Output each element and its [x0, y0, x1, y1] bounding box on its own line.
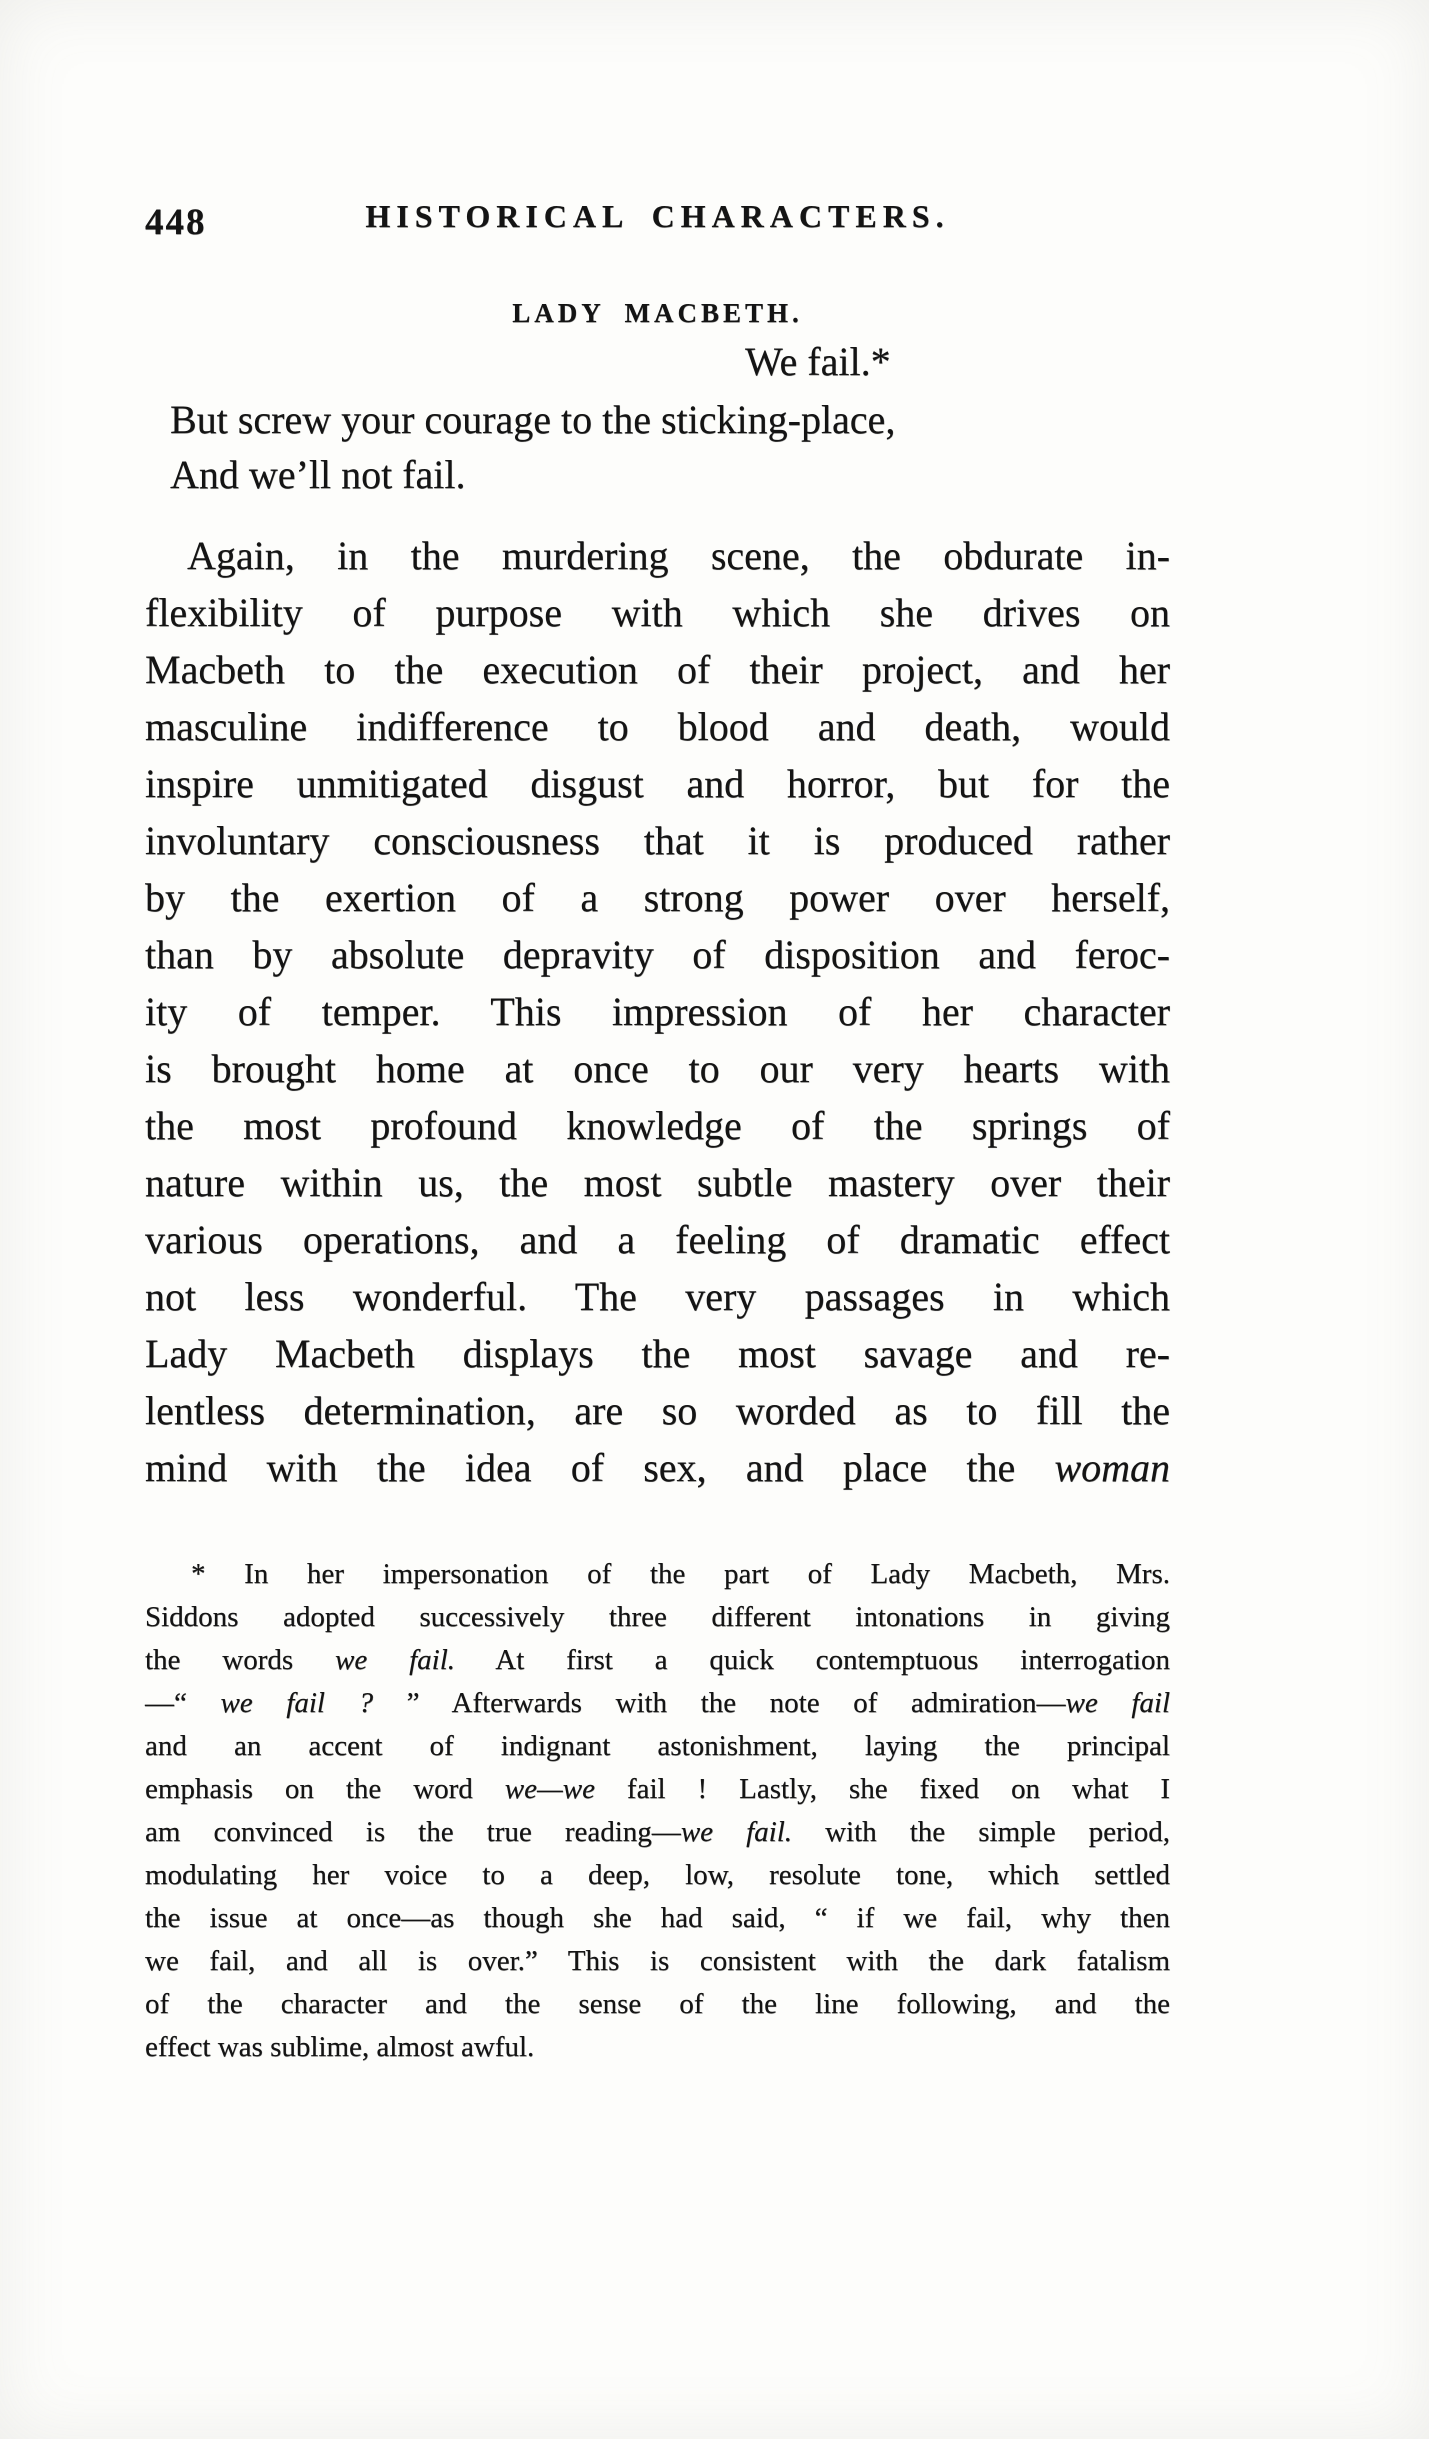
body-text-line: nature within us, the most subtle mastery over their — [145, 1160, 1170, 1205]
footnote-line: the words we fail. At first a quick contemptuous interrogation — [145, 1644, 1170, 1676]
body-text-line: is brought home at once to our very hearts with — [145, 1046, 1170, 1091]
epigraph-reply-line: We fail.* — [745, 339, 891, 384]
body-text-line: not less wonderful. The very passages in which — [145, 1274, 1170, 1319]
body-text-line: Lady Macbeth displays the most savage and re- — [145, 1331, 1170, 1376]
footnote — [145, 1553, 1170, 2069]
body-text-line: inspire unmitigated disgust and horror, but for the — [145, 761, 1170, 806]
footnote-line: emphasis on the word we—we fail ! Lastly, she fixed on what I — [145, 1773, 1170, 1805]
section-heading: LADY MACBETH. — [512, 298, 803, 328]
verse-line: But screw your courage to the sticking-place, — [170, 397, 896, 442]
body-text-line: involuntary consciousness that it is produced rather — [145, 818, 1170, 863]
body-text-line: lentless determination, are so worded as to fill the — [145, 1388, 1170, 1433]
body-text-line: the most profound knowledge of the springs of — [145, 1103, 1170, 1148]
body-text-line: Again, in the murdering scene, the obdurate in- — [187, 533, 1170, 578]
body-text-line: ity of temper. This impression of her character — [145, 989, 1170, 1034]
verse-line: And we’ll not fail. — [170, 452, 466, 497]
footnote-line: —“ we fail ? ” Afterwards with the note of admiration—we fail — [145, 1687, 1171, 1719]
body-text-line: than by absolute depravity of disposition and feroc- — [145, 932, 1170, 977]
body-text-line: mind with the idea of sex, and place the woman — [145, 1445, 1170, 1490]
body-text-line: various operations, and a feeling of dramatic effect — [145, 1217, 1170, 1262]
body-text-line: by the exertion of a strong power over herself, — [145, 875, 1170, 920]
epigraph-verse — [170, 392, 1170, 502]
running-title: HISTORICAL CHARACTERS. — [365, 198, 950, 234]
footnote-line: Siddons adopted successively three different intonations in giving — [145, 1601, 1170, 1633]
footnote-line: of the character and the sense of the line following, and the — [145, 1988, 1170, 2020]
page-header — [145, 198, 1170, 246]
footnote-line: the issue at once—as though she had said, “ if we fail, why then — [145, 1902, 1170, 1934]
footnote-line: effect was sublime, almost awful. — [145, 2031, 535, 2063]
footnote-line: * In her impersonation of the part of Lady Macbeth, Mrs. — [191, 1558, 1170, 1590]
footnote-line: am convinced is the true reading—we fail. with the simple period, — [145, 1816, 1170, 1848]
page-number: 448 — [145, 202, 207, 243]
footnote-line: modulating her voice to a deep, low, resolute tone, which settled — [145, 1859, 1170, 1891]
body-text-line: Macbeth to the execution of their project, and her — [145, 647, 1170, 692]
body-text-line: masculine indifference to blood and death, would — [145, 704, 1170, 749]
body-paragraph — [145, 527, 1170, 1496]
footnote-line: we fail, and all is over.” This is consistent with the dark fatalism — [145, 1945, 1170, 1977]
body-text-line: flexibility of purpose with which she drives on — [145, 590, 1170, 635]
footnote-line: and an accent of indignant astonishment, laying the principal — [145, 1730, 1170, 1762]
